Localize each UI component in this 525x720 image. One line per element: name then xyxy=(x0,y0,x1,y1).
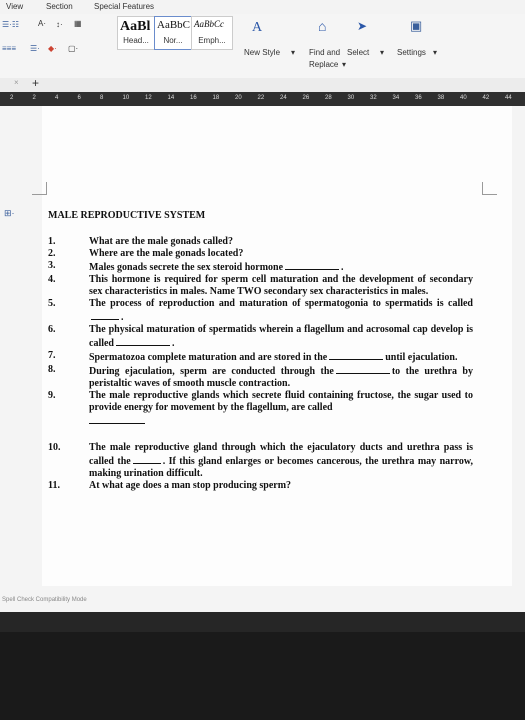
question-text: to the urethra by peristaltic waves of smooth muscle contraction. xyxy=(89,366,473,389)
question-number: 7. xyxy=(48,350,56,361)
ruler-mark: 16 xyxy=(190,95,197,101)
document-body[interactable] xyxy=(48,210,473,492)
select-dropdown-icon: ▾ xyxy=(380,48,385,57)
new-style-icon[interactable]: A xyxy=(252,20,263,35)
question-text: . xyxy=(121,312,124,323)
shading-icon[interactable]: ◆· xyxy=(48,44,57,53)
list-format-icons[interactable]: ☰·☷ xyxy=(2,20,20,29)
question-number: 10. xyxy=(48,442,61,453)
question-item xyxy=(48,364,473,390)
question-item xyxy=(48,236,473,248)
line-spacing-icon[interactable]: ↕· xyxy=(56,20,63,29)
table-icon[interactable]: ▦ xyxy=(74,19,82,28)
menu-view[interactable]: View xyxy=(6,2,24,11)
question-text: This hormone is required for sperm cell maturation and the development of secondary sex characteristics in males. Name TWO secondary sex characteristics in males. xyxy=(89,274,473,297)
ruler-mark: 42 xyxy=(482,95,490,101)
ruler-mark: 6 xyxy=(77,95,81,101)
question-number: 1. xyxy=(48,236,56,247)
menu-special-features[interactable]: Special Features xyxy=(94,2,155,11)
question-text: What are the male gonads called? xyxy=(89,236,233,247)
style-heading-sample: AaBl xyxy=(120,19,151,34)
question-item xyxy=(48,274,473,298)
question-number: 9. xyxy=(48,390,56,401)
settings-dropdown-icon: ▾ xyxy=(433,48,438,57)
monitor-bezel xyxy=(0,612,525,632)
settings-icon[interactable]: ▣ xyxy=(410,18,423,33)
question-number: 4. xyxy=(48,274,56,285)
ruler-mark: 22 xyxy=(257,95,265,101)
document-tab-row xyxy=(0,78,525,92)
question-number: 8. xyxy=(48,364,56,375)
monitor-bezel-lower xyxy=(0,632,525,720)
answer-blank[interactable] xyxy=(336,364,390,374)
question-item xyxy=(48,390,473,414)
indent-icon[interactable]: ☰· xyxy=(30,44,40,53)
ruler-mark: 12 xyxy=(145,95,152,101)
ruler-mark: 30 xyxy=(347,95,355,101)
answer-blank[interactable] xyxy=(285,260,339,270)
question-text: The process of reproduction and maturation of spermatogonia to spermatids is called xyxy=(89,298,473,309)
find-and-button[interactable]: Find and xyxy=(309,48,341,57)
settings-button[interactable]: Settings xyxy=(397,48,426,57)
answer-blank[interactable] xyxy=(89,414,145,424)
answer-blank[interactable] xyxy=(133,454,161,464)
find-replace-icon[interactable]: ⌂ xyxy=(318,18,327,34)
ruler-mark: 20 xyxy=(235,95,242,101)
menu-bar xyxy=(0,0,525,14)
ruler-mark: 40 xyxy=(460,95,467,101)
question-number: 11. xyxy=(48,480,60,491)
question-list xyxy=(48,236,473,492)
border-icon[interactable]: ▢· xyxy=(68,44,79,53)
ruler-mark: 34 xyxy=(392,95,400,101)
ruler-mark: 2 xyxy=(32,95,36,101)
horizontal-ruler[interactable] xyxy=(0,92,525,106)
ruler-mark: 2 xyxy=(10,95,14,101)
ruler-mark: 8 xyxy=(100,95,104,101)
style-heading[interactable] xyxy=(117,16,155,50)
tab-close-icon[interactable]: × xyxy=(14,78,19,87)
select-button[interactable]: Select xyxy=(347,48,370,57)
style-normal-caption: Nor... xyxy=(163,36,183,45)
question-text: The physical maturation of spermatids wherein a flagellum and acrosomal cap develop is called xyxy=(89,324,473,349)
ribbon-toolbar xyxy=(0,14,525,78)
question-number: 5. xyxy=(48,298,56,309)
question-item xyxy=(48,480,473,492)
ruler-mark: 32 xyxy=(370,95,377,101)
ruler-mark: 14 xyxy=(167,95,175,101)
replace-button[interactable]: Replace xyxy=(309,60,339,69)
replace-dropdown-icon: ▾ xyxy=(342,60,347,69)
question-number: 3. xyxy=(48,260,56,271)
question-text: During ejaculation, sperm are conducted through the xyxy=(89,366,334,377)
question-number: 6. xyxy=(48,324,56,335)
new-style-dropdown-icon: ▾ xyxy=(291,48,296,57)
question-item xyxy=(48,248,473,260)
page-corner-mark xyxy=(482,182,497,195)
status-text[interactable]: Spell Check Compatibility Mode xyxy=(2,597,87,603)
question-text: Spermatozoa complete maturation and are stored in the xyxy=(89,352,328,363)
answer-blank[interactable] xyxy=(91,310,119,320)
ruler-mark: 28 xyxy=(325,95,332,101)
question-text: until ejaculation. xyxy=(385,352,458,363)
answer-line xyxy=(48,414,473,428)
question-text: . If this gland enlarges or becomes cancerous, the urethra may narrow, making urination difficult. xyxy=(89,456,473,479)
status-bar xyxy=(0,586,525,612)
ruler-mark: 38 xyxy=(437,95,445,101)
question-text: Males gonads secrete the sex steroid hormone xyxy=(89,262,284,273)
ruler-mark: 10 xyxy=(122,95,130,101)
font-size-icon[interactable]: A· xyxy=(38,19,46,28)
align-icons[interactable]: ≡≡≡ xyxy=(2,44,17,53)
question-text: . xyxy=(172,338,175,349)
question-item xyxy=(48,442,473,480)
question-text: At what age does a man stop producing sperm? xyxy=(89,480,292,491)
style-normal-sample: AaBbC xyxy=(157,19,190,31)
question-item xyxy=(48,260,473,274)
style-emphasis-caption: Emph... xyxy=(198,36,226,45)
style-heading-caption: Head... xyxy=(123,36,149,45)
ruler-mark: 4 xyxy=(55,95,59,101)
question-text: . xyxy=(341,262,344,273)
ruler-mark: 18 xyxy=(212,95,220,101)
ruler-mark: 24 xyxy=(280,95,287,101)
page-corner-mark xyxy=(32,182,47,195)
answer-blank[interactable] xyxy=(116,336,170,346)
style-emphasis-sample: AaBbCc xyxy=(194,19,224,29)
question-item xyxy=(48,324,473,350)
select-cursor-icon[interactable]: ➤ xyxy=(357,19,368,33)
style-normal[interactable] xyxy=(154,16,192,50)
ruler-mark: 44 xyxy=(505,95,512,101)
question-text: The male reproductive glands which secrete fluid containing fructose, the sugar used to provide energy for movement by the flagellum, are called xyxy=(89,390,473,413)
question-number: 2. xyxy=(48,248,56,259)
question-text: Where are the male gonads located? xyxy=(89,248,244,259)
question-item xyxy=(48,298,473,324)
menu-section[interactable]: Section xyxy=(46,2,73,11)
document-heading: MALE REPRODUCTIVE SYSTEM xyxy=(48,210,206,221)
answer-blank[interactable] xyxy=(329,350,383,360)
add-tab-button[interactable]: + xyxy=(32,76,40,90)
ruler-mark: 26 xyxy=(302,95,310,101)
question-text: The male reproductive gland through which the ejaculatory ducts and urethra pass is called the xyxy=(89,442,473,467)
question-item xyxy=(48,350,473,364)
paragraph-marker-icon[interactable]: ⊞· xyxy=(4,208,15,218)
new-style-button[interactable]: New Style xyxy=(244,48,281,57)
ruler-mark: 36 xyxy=(415,95,422,101)
style-emphasis[interactable] xyxy=(191,16,233,50)
